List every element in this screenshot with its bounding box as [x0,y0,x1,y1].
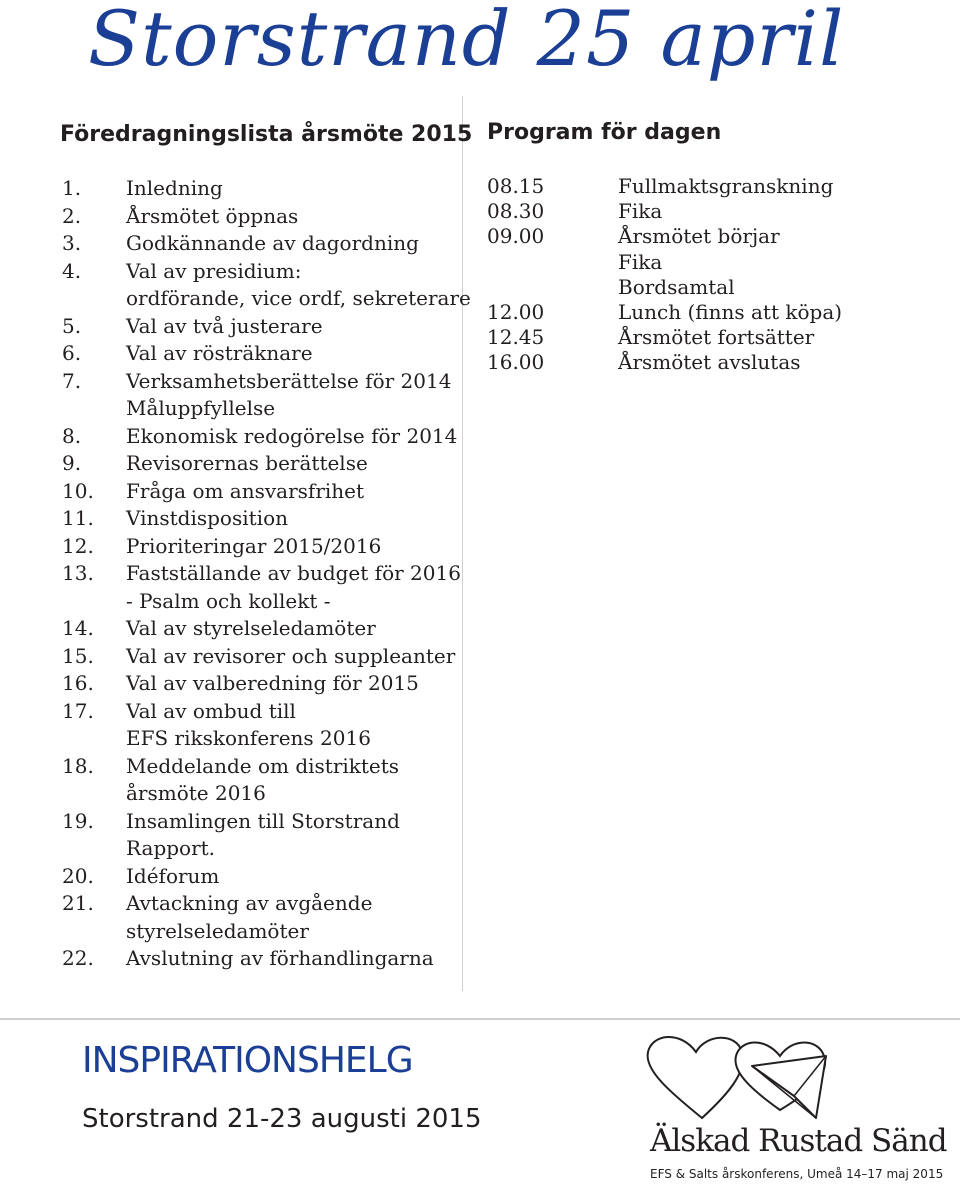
agenda-item-number [62,285,126,313]
agenda-item-number: 13. [62,561,94,585]
agenda-item-text: Meddelande om distriktets [126,753,400,778]
agenda-item-text: Idéforum [126,863,220,888]
logo-wordmark: Älskad Rustad Sänd [650,1123,947,1159]
agenda-item-text: styrelseledamöter [126,918,309,943]
footer-title: INSPIRATIONSHELG [82,1040,413,1081]
logo-caption: EFS & Salts årskonferens, Umeå 14–17 maj 2015 [650,1167,944,1181]
agenda-item [62,340,471,368]
agenda-item [62,945,471,973]
schedule-row [487,224,947,249]
agenda-item [62,533,471,561]
agenda-item [62,863,471,891]
agenda-item-text: Årsmötet öppnas [126,203,299,228]
footer-divider [0,1018,960,1020]
agenda-item-text: EFS rikskonferens 2016 [126,726,371,750]
agenda-item [62,478,471,506]
agenda-item-text: Verksamhetsberättelse för 2014 [126,368,452,393]
schedule-row [487,325,947,350]
agenda-item [62,203,471,231]
agenda-item-text: Ekonomisk redogörelse för 2014 [126,423,458,448]
agenda-item-number: 7. [62,368,82,393]
agenda-item-text: Rapport. [126,836,216,860]
schedule-activity: Bordsamtal [618,274,735,299]
agenda-item-continuation [62,835,471,863]
schedule-activity: Årsmötet fortsätter [618,325,815,350]
agenda-item-number [62,395,126,423]
agenda-item-number: 8. [62,423,82,448]
agenda-item-number [62,725,126,753]
agenda-item [62,258,471,286]
agenda-item-number: 14. [62,616,94,640]
agenda-item [62,643,471,671]
agenda-item [62,670,471,698]
program-heading: Program för dagen [487,120,722,145]
agenda-item-continuation [62,395,471,423]
schedule-activity: Lunch (finns att köpa) [618,300,843,325]
agenda-item-text: Fråga om ansvarsfrihet [126,478,365,503]
schedule-row [487,275,947,300]
schedule-row [487,174,947,199]
agenda-item [62,313,471,341]
schedule-activity: Fika [618,199,663,224]
agenda-item-text: Godkännande av dagordning [126,231,419,255]
agenda-item [62,890,471,918]
agenda-item-number [62,588,126,616]
agenda-item [62,753,471,781]
agenda-item-number: 20. [62,863,94,888]
agenda-item-number: 2. [62,203,82,228]
agenda-item-text: Val av ombud till [126,698,296,723]
two-hearts-paper-plane-icon [640,1026,940,1126]
agenda-item-number: 15. [62,643,94,668]
schedule-activity: Årsmötet börjar [618,224,780,249]
schedule-time [487,250,618,275]
agenda-item-text: Insamlingen till Storstrand [126,808,400,833]
schedule-time: 12.45 [487,325,545,350]
agenda-item-number: 10. [62,478,94,503]
agenda-item-number: 22. [62,946,94,970]
agenda-item-text: Vinstdisposition [126,506,288,530]
footer-subtitle: Storstrand 21-23 augusti 2015 [82,1104,482,1134]
agenda-item-text: - Psalm och kollekt - [126,588,331,613]
agenda-item-text: Val av revisorer och suppleanter [126,643,456,668]
agenda-item-continuation [62,780,471,808]
agenda-item-number: 18. [62,753,94,778]
agenda-item-text: Revisorernas berättelse [126,451,368,475]
agenda-item-text: Val av presidium: [126,258,302,283]
schedule-time [487,275,618,300]
agenda-item-number [62,780,126,808]
agenda-item-number: 12. [62,533,94,558]
schedule-time: 08.30 [487,199,545,224]
agenda-item [62,368,471,396]
agenda-item-number: 9. [62,451,82,475]
schedule-time: 09.00 [487,224,545,249]
agenda-item-number: 16. [62,671,94,695]
agenda-item-continuation [62,285,471,313]
schedule-time: 16.00 [487,350,545,375]
schedule-row [487,199,947,224]
agenda-item-text: Val av styrelseledamöter [126,616,376,640]
agenda-item-number: 5. [62,313,82,338]
agenda-item-continuation [62,918,471,946]
agenda-heading: Föredragningslista årsmöte 2015 [60,122,473,147]
conference-logo [640,1026,947,1184]
agenda-item-continuation [62,725,471,753]
schedule-row [487,300,947,325]
agenda-item-text: Avslutning av förhandlingarna [126,946,434,970]
agenda-item [62,450,471,478]
agenda-item-text: Måluppfyllelse [126,396,276,420]
agenda-item [62,698,471,726]
agenda-item [62,505,471,533]
agenda-item-text: årsmöte 2016 [126,781,266,805]
agenda-item-number: 11. [62,506,94,530]
agenda-item [62,615,471,643]
schedule-row [487,350,947,375]
schedule-activity: Årsmötet avslutas [618,350,801,375]
agenda-item-number: 6. [62,341,82,365]
agenda-item-number: 21. [62,891,94,915]
agenda-item [62,560,471,588]
schedule-activity: Fika [618,249,663,274]
agenda-item-text: Inledning [126,176,223,200]
agenda-item-text: Val av två justerare [126,313,323,338]
agenda-item-text: ordförande, vice ordf, sekreterare [126,286,471,310]
agenda-item-number: 1. [62,176,82,200]
agenda-item-number [62,918,126,946]
agenda-item-text: Prioriteringar 2015/2016 [126,533,382,558]
agenda-item-text: Fastställande av budget för 2016 [126,561,461,585]
agenda-item-text: Val av valberedning för 2015 [126,671,419,695]
agenda-item-number [62,835,126,863]
schedule-activity: Fullmaktsgranskning [618,174,834,198]
schedule-time: 12.00 [487,300,545,325]
agenda-item-continuation [62,588,471,616]
page-title: Storstrand 25 april [88,0,845,83]
agenda-item [62,808,471,836]
schedule-time: 08.15 [487,174,545,198]
agenda-item-text: Avtackning av avgående [126,891,373,915]
agenda-item-text: Val av rösträknare [126,341,313,365]
agenda-list [62,175,471,973]
agenda-item [62,423,471,451]
agenda-item [62,175,471,203]
agenda-item-number: 4. [62,258,82,283]
agenda-item-number: 3. [62,231,82,255]
agenda-item [62,230,471,258]
agenda-item-number: 17. [62,698,94,723]
agenda-item-number: 19. [62,808,94,833]
program-schedule [487,174,947,376]
schedule-row [487,250,947,275]
